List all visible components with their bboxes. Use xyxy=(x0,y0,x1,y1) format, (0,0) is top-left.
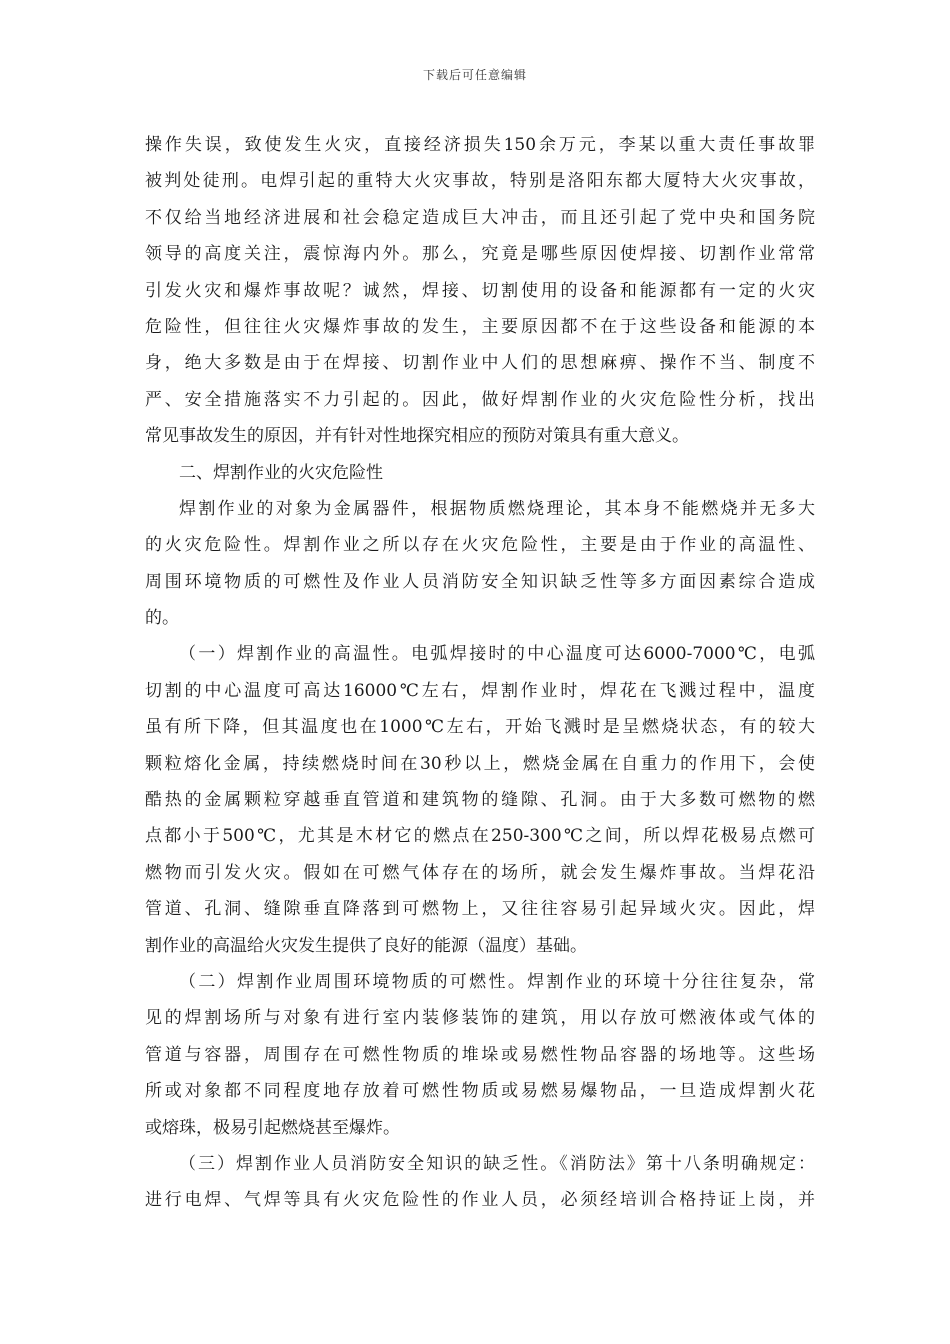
text-line: 焊割作业的对象为金属器件，根据物质燃烧理论，其本身不能燃烧并无多大 xyxy=(179,498,815,519)
page-header: 下载后可任意编辑 xyxy=(422,68,527,82)
text-line: 所或对象都不同程度地存放着可燃性物质或易燃易爆物品，一旦造成焊割火花 xyxy=(145,1081,815,1102)
text-line: 酷热的金属颗粒穿越垂直管道和建筑物的缝隙、孔洞。由于大多数可燃物的燃 xyxy=(145,790,815,811)
text-line: 操作失误，致使发生火灾，直接经济损失150余万元，李某以重大责任事故罪 xyxy=(145,135,815,155)
text-line: 不仅给当地经济进展和社会稳定造成巨大冲击，而且还引起了党中央和国务院 xyxy=(145,207,815,228)
text-line: 领导的高度关注，震惊海内外。那么，究竟是哪些原因使焊接、切割作业常常 xyxy=(145,244,815,265)
text-line: 危险性，但往往火灾爆炸事故的发生，主要原因都不在于这些设备和能源的本 xyxy=(145,316,815,337)
text-line: 引发火灾和爆炸事故呢？诚然，焊接、切割使用的设备和能源都有一定的火灾 xyxy=(145,280,815,301)
text-line: 身，绝大多数是由于在焊接、切割作业中人们的思想麻痹、操作不当、制度不 xyxy=(145,353,815,374)
section-heading: 二、焊割作业的火灾危险性 xyxy=(179,462,383,483)
text-line: 或熔珠，极易引起燃烧甚至爆炸。 xyxy=(145,1117,400,1138)
text-line: 管道、孔洞、缝隙垂直降落到可燃物上，又往往容易引起异域火灾。因此，焊 xyxy=(145,899,815,920)
text-line: 周围环境物质的可燃性及作业人员消防安全知识缺乏性等多方面因素综合造成 xyxy=(145,571,815,592)
text-line: （一）焊割作业的高温性。电弧焊接时的中心温度可达6000-7000℃，电弧 xyxy=(179,644,815,665)
text-line: 颗粒熔化金属，持续燃烧时间在30秒以上，燃烧金属在自重力的作用下，会使 xyxy=(145,753,815,774)
text-line: （三）焊割作业人员消防安全知识的缺乏性。《消防法》第十八条明确规定： xyxy=(179,1153,815,1174)
text-line: 的。 xyxy=(145,608,179,629)
text-line: （二）焊割作业周围环境物质的可燃性。焊割作业的环境十分往往复杂，常 xyxy=(179,971,815,992)
text-line: 切割的中心温度可高达16000℃左右，焊割作业时，焊花在飞溅过程中，温度 xyxy=(145,680,815,701)
text-line: 燃物而引发火灾。假如在可燃气体存在的场所，就会发生爆炸事故。当焊花沿 xyxy=(145,862,815,883)
body-text xyxy=(145,127,815,1219)
text-line: 被判处徒刑。电焊引起的重特大火灾事故，特别是洛阳东都大厦特大火灾事故， xyxy=(145,171,815,192)
text-line: 严、安全措施落实不力引起的。因此，做好焊割作业的火灾危险性分析，找出 xyxy=(145,389,815,410)
text-line: 点都小于500℃，尤其是木材它的燃点在250-300℃之间，所以焊花极易点燃可 xyxy=(145,826,815,847)
text-line: 虽有所下降，但其温度也在1000℃左右，开始飞溅时是呈燃烧状态，有的较大 xyxy=(145,717,815,738)
text-line: 的火灾危险性。焊割作业之所以存在火灾危险性，主要是由于作业的高温性、 xyxy=(145,535,815,556)
text-line: 管道与容器，周围存在可燃性物质的堆垛或易燃性物品容器的场地等。这些场 xyxy=(145,1044,815,1065)
text-line: 进行电焊、气焊等具有火灾危险性的作业人员，必须经培训合格持证上岗，并 xyxy=(145,1190,815,1211)
text-line: 见的焊割场所与对象有进行室内装修装饰的建筑，用以存放可燃液体或气体的 xyxy=(145,1008,815,1029)
text-line: 割作业的高温给火灾发生提供了良好的能源（温度）基础。 xyxy=(145,935,587,956)
text-line: 常见事故发生的原因，并有针对性地探究相应的预防对策具有重大意义。 xyxy=(145,426,689,447)
